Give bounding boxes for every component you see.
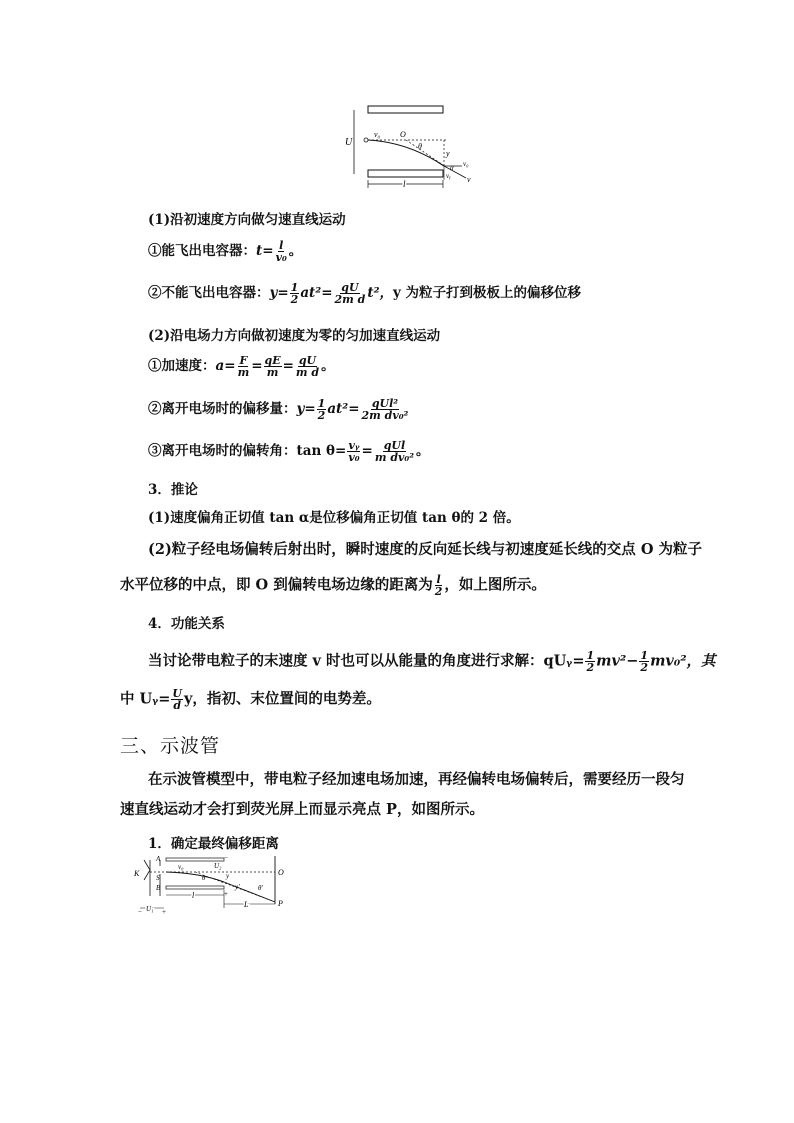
label-theta: θ (418, 142, 422, 151)
fig2-label-L: L (244, 900, 249, 909)
bottom-plate (368, 170, 443, 177)
label-v: v (467, 175, 471, 184)
oscilloscope-diagram (130, 852, 290, 914)
fig2-minus-top: − (224, 854, 228, 862)
s4-heading: 4．功能关系 (148, 616, 225, 632)
s3a-line: (1)速度偏角正切值 tan α是位移偏角正切值 tan θ的 2 倍。 (148, 510, 520, 526)
fig2-plus-bot: + (224, 890, 228, 898)
s4b-line: 中 Uᵧ= $\frac{U}{d}$ y，指初、末位置间的电势差。 (120, 687, 381, 712)
fig2-label-U1: U₁ (146, 905, 154, 913)
fig2-label-l: l (192, 891, 195, 900)
s4a-line: 当讨论带电粒子的末速度 v 时也可以从能量的角度进行求解：qUᵧ= $\frac{1}{2}$ mv²− $\frac{1}{2}$ mv₀²，其 (148, 649, 716, 674)
fig2-label-A: A (156, 855, 161, 863)
fig2-label-O: O (278, 868, 284, 877)
fig2-label-yp: y′ (235, 883, 240, 891)
fig2-label-B: B (156, 884, 161, 892)
label-alpha: α (450, 164, 454, 172)
sec3-line1: 在示波管模型中，带电粒子经加速电场加速，再经偏转电场偏转后，需要经历一段匀 (148, 771, 685, 788)
label-vy: vᵧ (446, 172, 451, 180)
s3-heading: 3．推论 (148, 482, 198, 498)
section-title: 三、示波管 (120, 735, 221, 757)
label-v0: v₀ (374, 130, 381, 139)
fig2-label-K: K (134, 869, 140, 878)
top-plate (368, 106, 443, 113)
deflection-diagram (338, 100, 478, 190)
s1a-line: ①能飞出电容器：t= $\frac{l}{\text{v₀}}$ 。 (148, 239, 303, 264)
s2-heading: (2)沿电场力方向做初速度为零的匀加速直线运动 (148, 328, 441, 344)
fig2-plus-bottom: + (162, 908, 166, 914)
s2a-line: ①加速度：a= $\frac{F}{m}$ = $\frac{qE}{m}$ = $\frac{qU}{\text{m d}}$ 。 (148, 354, 335, 379)
s3b-line1: (2)粒子经电场偏转后射出时，瞬时速度的反向延长线与初速度延长线的交点 O 为粒子 (148, 541, 703, 558)
s1b-line: ②不能飞出电容器：y= $\frac{1}{2}$ at²= $\frac{qU}{\text{2m d}}$ t²，y 为粒子打到极板上的偏移位移 (148, 281, 582, 306)
fig2-label-y: y (226, 872, 230, 880)
fig2-label-theta: θ (202, 874, 206, 882)
fig2-label-U2: U₂ (214, 862, 222, 870)
fig2-minus-bottom: − (138, 908, 142, 914)
fig2-label-P: P (278, 899, 283, 908)
sub1-heading: 1．确定最终偏移距离 (148, 836, 279, 852)
fig2-label-thetap: θ′ (258, 884, 263, 892)
s2c-line: ③离开电场时的偏转角：tan θ= $\frac{\text{vᵧ}}{\text{v₀}}$ = $\frac{\text{qUl}}{\text{m dv₀²}}$ 。 (148, 439, 430, 464)
label-U: U (345, 137, 353, 148)
label-v0-small: v₀ (463, 160, 469, 168)
fig2-label-v0: v₀ (178, 863, 184, 871)
fig2-label-S: S (156, 874, 160, 882)
sec3-line2: 速直线运动才会打到荧光屏上而显示亮点 P，如图所示。 (120, 801, 484, 818)
s1-heading: (1)沿初速度方向做匀速直线运动 (148, 212, 346, 228)
s2b-line: ②离开电场时的偏移量：y= $\frac{1}{2}$ at²= $\frac{\text{qUl²}}{\text{2m dv₀²}}$ (148, 397, 409, 422)
trajectory (368, 140, 444, 166)
label-l: l (403, 179, 406, 189)
s3b-line2: 水平位移的中点，即 O 到偏转电场边缘的距离为 $\frac{l}{2}$ ，如上图所示。 (120, 573, 546, 598)
label-y: y (446, 149, 450, 158)
label-O: O (400, 130, 406, 139)
